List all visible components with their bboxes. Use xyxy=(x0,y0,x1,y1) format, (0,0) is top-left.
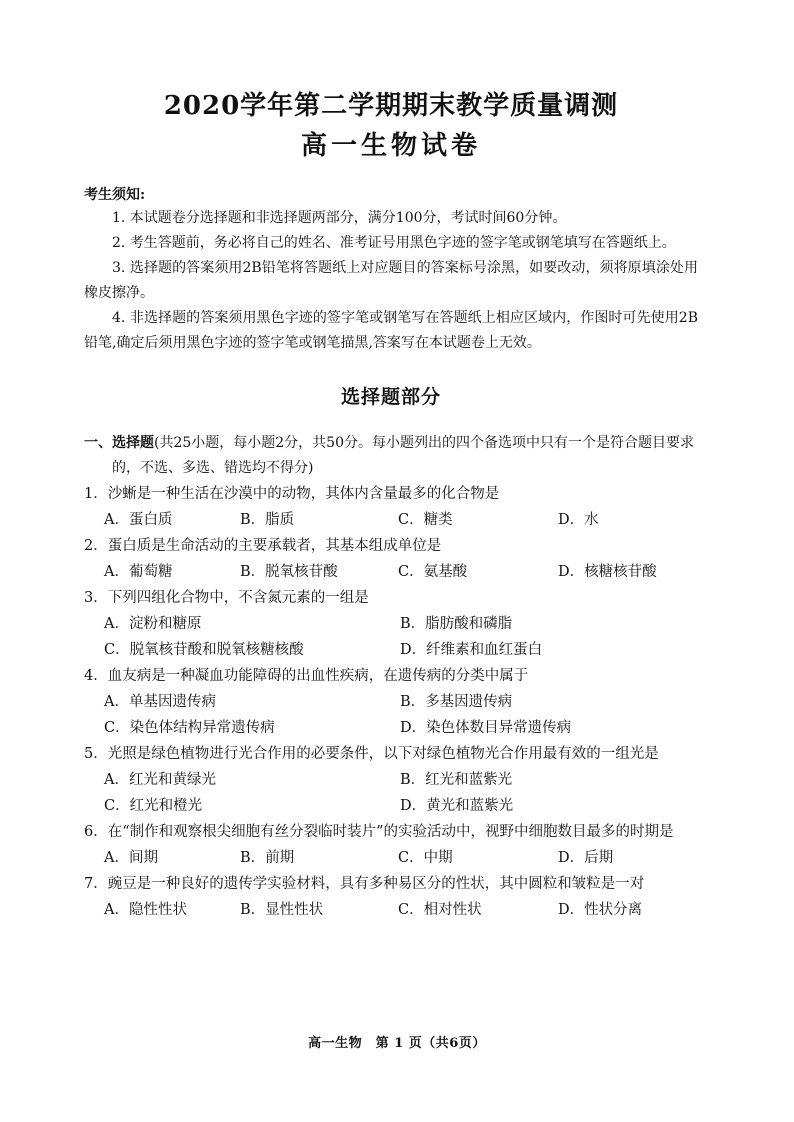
exam-subtitle: 高一生物试卷 xyxy=(300,131,481,161)
option-c: C．染色体结构异常遗传病 xyxy=(104,720,275,736)
notice-heading: 考生须知: xyxy=(84,187,146,203)
option-a: A．隐性性状 xyxy=(104,902,187,918)
option-b: B．显性性状 xyxy=(240,902,324,918)
option-list xyxy=(84,845,698,871)
question-stem: 4．血友病是一种凝血功能障碍的出血性疾病，在遗传病的分类中属于 xyxy=(84,668,529,684)
question-stem: 2．蛋白质是生命活动的主要承载者，其基本组成单位是 xyxy=(84,538,442,554)
option-a: A．间期 xyxy=(104,850,158,866)
option-c: C．中期 xyxy=(398,850,453,866)
option-d: D．后期 xyxy=(558,850,614,866)
exam-title: 2020学年第二学期期末教学质量调测 xyxy=(163,91,619,121)
option-c: C．红光和橙光 xyxy=(104,798,203,814)
question-3 xyxy=(84,585,698,663)
option-a: A．单基因遗传病 xyxy=(104,694,216,710)
option-d: D．纤维素和血红蛋白 xyxy=(400,642,543,658)
option-b: B．前期 xyxy=(240,850,295,866)
option-d: D．核糖核苷酸 xyxy=(558,564,657,580)
option-list xyxy=(84,559,698,585)
notice-item: 3. 选择题的答案须用2B铅笔将答题纸上对应题目的答案标号涂黑，如要改动，须将原填涂处用橡皮擦净。 xyxy=(84,260,698,301)
option-a: A．淀粉和糖原 xyxy=(104,616,202,632)
option-b: B．脂质 xyxy=(240,512,295,528)
notice-item: 1. 本试题卷分选择题和非选择题两部分，满分100分，考试时间60分钟。 xyxy=(112,210,567,226)
option-d: D．性状分离 xyxy=(558,902,643,918)
option-list xyxy=(84,897,698,923)
notice-item: 2. 考生答题前，务必将自己的姓名、准考证号用黑色字迹的签字笔或钢笔填写在答题纸上。 xyxy=(112,235,676,251)
question-stem: 7．豌豆是一种良好的遗传学实验材料，具有多种易区分的性状，其中圆粒和皱粒是一对 xyxy=(84,876,645,892)
option-b: B．红光和蓝紫光 xyxy=(400,772,513,788)
option-a: A．红光和黄绿光 xyxy=(104,772,216,788)
option-list xyxy=(84,611,698,663)
question-2 xyxy=(84,533,698,585)
option-c: C．相对性状 xyxy=(398,902,482,918)
question-stem: 3．下列四组化合物中，不含氮元素的一组是 xyxy=(84,590,369,606)
question-6 xyxy=(84,819,698,871)
notice-item: 4. 非选择题的答案须用黑色字迹的签字笔或钢笔写在答题纸上相应区域内，作图时可先使用2B铅笔,确定后须用黑色字迹的签字笔或钢笔描黑,答案写在本试题卷上无效。 xyxy=(84,310,698,351)
option-c: C．脱氧核苷酸和脱氧核糖核酸 xyxy=(104,642,304,658)
option-b: B．脱氧核苷酸 xyxy=(240,564,338,580)
candidate-notice xyxy=(84,184,698,356)
question-1 xyxy=(84,481,698,533)
option-list xyxy=(84,689,698,741)
option-list xyxy=(84,767,698,819)
page-footer: 高一生物 第 1 页（共6页） xyxy=(308,1036,486,1051)
option-list xyxy=(84,507,698,533)
option-c: C．氨基酸 xyxy=(398,564,468,580)
question-stem: 6．在“制作和观察根尖细胞有丝分裂临时装片”的实验活动中，视野中细胞数目最多的时期是 xyxy=(84,824,674,840)
option-a: A．葡萄糖 xyxy=(104,564,173,580)
option-d: D．水 xyxy=(558,512,599,528)
question-7 xyxy=(84,871,698,923)
part-heading xyxy=(84,431,698,481)
option-c: C．糖类 xyxy=(398,512,453,528)
section-title: 选择题部分 xyxy=(340,386,441,408)
option-b: B．脂肪酸和磷脂 xyxy=(400,616,513,632)
option-a: A．蛋白质 xyxy=(104,512,173,528)
question-4 xyxy=(84,663,698,741)
part-label: 一、选择题 xyxy=(84,435,154,451)
question-stem: 1．沙蜥是一种生活在沙漠中的动物，其体内含量最多的化合物是 xyxy=(84,486,500,502)
question-5 xyxy=(84,741,698,819)
part-description: (共25小题，每小题2分，共50分。每小题列出的四个备选项中只有一个是符合题目要求的，不选、多选、错选均不得分) xyxy=(112,435,694,476)
option-b: B．多基因遗传病 xyxy=(400,694,513,710)
option-d: D．黄光和蓝紫光 xyxy=(400,798,514,814)
option-d: D．染色体数目异常遗传病 xyxy=(400,720,572,736)
question-stem: 5．光照是绿色植物进行光合作用的必要条件，以下对绿色植物光合作用最有效的一组光是 xyxy=(84,746,659,762)
